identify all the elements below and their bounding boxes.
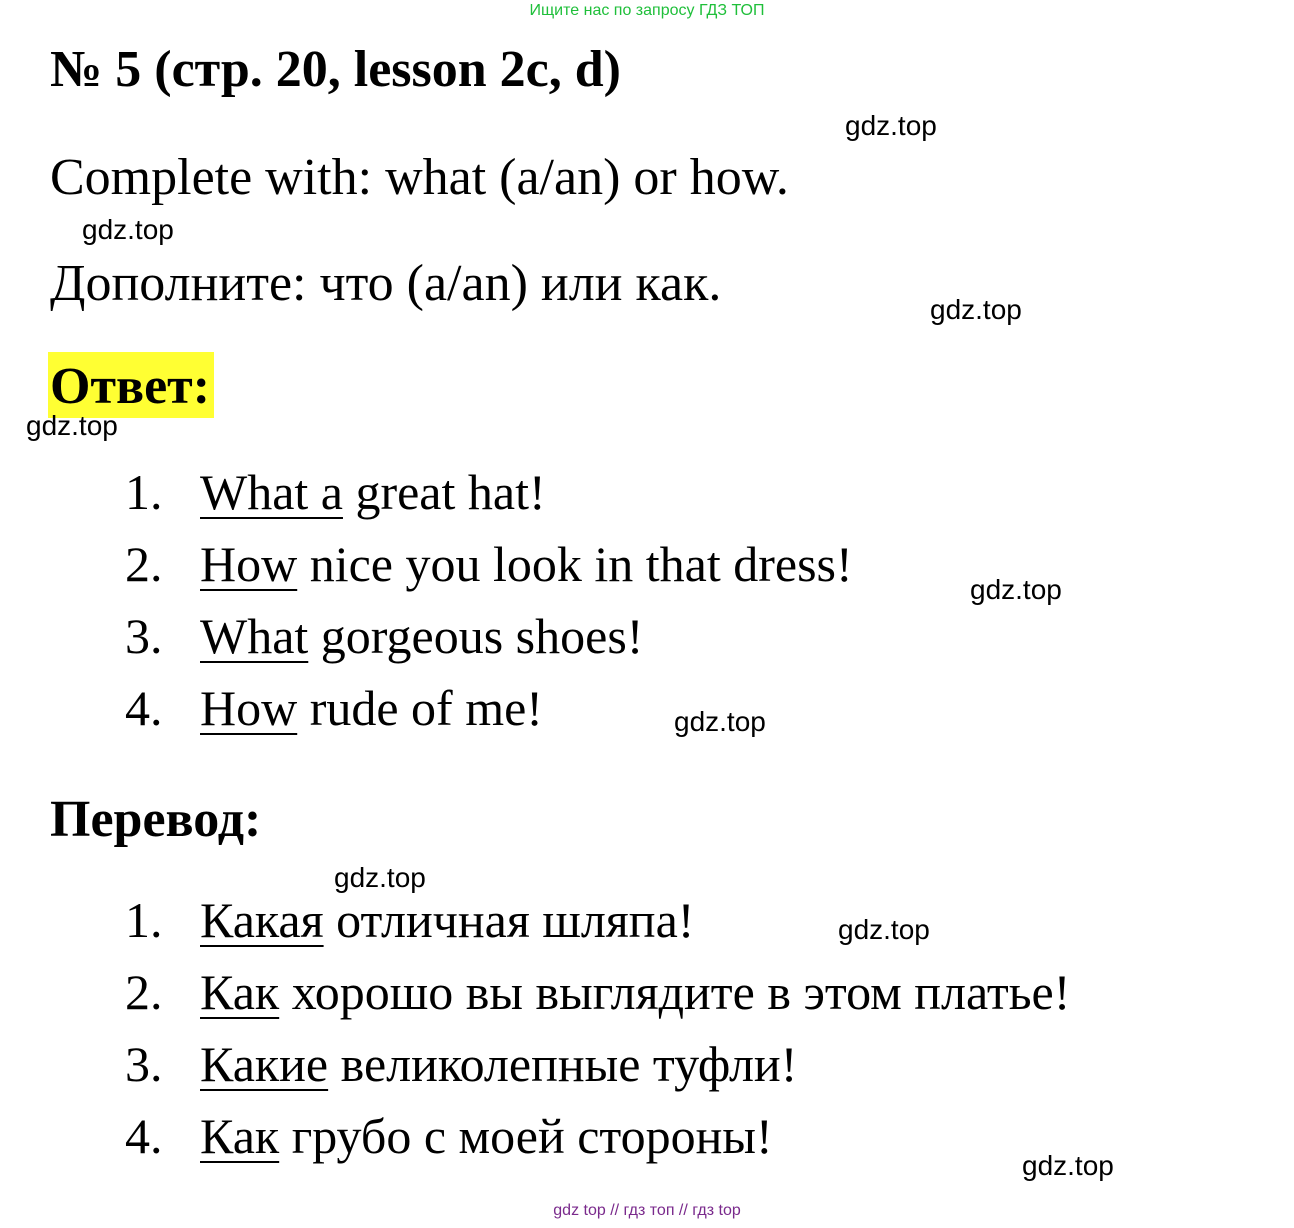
- top-banner: Ищите нас по запросу ГДЗ ТОП: [529, 2, 765, 19]
- translation-label: Перевод:: [50, 791, 262, 848]
- answer-line: [200, 678, 543, 738]
- translation-rest: грубо с моей стороны!: [279, 1108, 773, 1164]
- answer-line: [200, 462, 546, 522]
- answer-number: 1.: [125, 464, 163, 520]
- translation-line: [200, 962, 1070, 1022]
- task-instruction-en: Complete with: what (a/an) or how.: [50, 149, 789, 206]
- answer-number: 2.: [125, 536, 163, 592]
- answer-number: 4.: [125, 680, 163, 736]
- answer-key: What: [200, 608, 309, 664]
- translation-line: [200, 1106, 773, 1166]
- answer-rest: nice you look in that dress!: [297, 536, 853, 592]
- translation-line: [200, 1034, 797, 1094]
- watermark: gdz.top: [674, 706, 766, 737]
- exercise-title: № 5 (стр. 20, lesson 2c, d): [50, 41, 621, 98]
- translation-key: Какая: [200, 892, 324, 948]
- answer-rest: great hat!: [342, 464, 546, 520]
- watermark: gdz.top: [838, 914, 930, 945]
- translation-rest: великолепные туфли!: [328, 1036, 798, 1092]
- task-instruction-ru: Дополните: что (a/an) или как.: [50, 255, 722, 312]
- translation-key: Какие: [200, 1036, 329, 1092]
- watermark: gdz.top: [970, 574, 1062, 605]
- watermark: gdz.top: [1022, 1150, 1114, 1181]
- answer-rest: gorgeous shoes!: [308, 608, 644, 664]
- answer-key: How: [200, 680, 298, 736]
- answer-rest: rude of me!: [297, 680, 543, 736]
- translation-rest: отличная шляпа!: [323, 892, 695, 948]
- watermark: gdz.top: [334, 862, 426, 893]
- translation-number: 3.: [125, 1036, 163, 1092]
- answer-line: [200, 534, 853, 594]
- watermark: gdz.top: [82, 214, 174, 245]
- watermark: gdz.top: [26, 410, 118, 441]
- translation-key: Как: [200, 1108, 280, 1164]
- answer-key: What a: [200, 464, 343, 520]
- translation-number: 1.: [125, 892, 163, 948]
- translation-number: 2.: [125, 964, 163, 1020]
- translation-key: Как: [200, 964, 280, 1020]
- translation-rest: хорошо вы выглядите в этом платье!: [279, 964, 1071, 1020]
- answer-key: How: [200, 536, 298, 592]
- watermark: gdz.top: [930, 294, 1022, 325]
- watermark: gdz.top: [845, 110, 937, 141]
- translation-number: 4.: [125, 1108, 163, 1164]
- bottom-banner: gdz top // гдз топ // гдз top: [553, 1202, 741, 1219]
- answer-line: [200, 606, 643, 666]
- answer-label: Ответ:: [48, 352, 214, 418]
- translation-line: [200, 890, 694, 950]
- answer-number: 3.: [125, 608, 163, 664]
